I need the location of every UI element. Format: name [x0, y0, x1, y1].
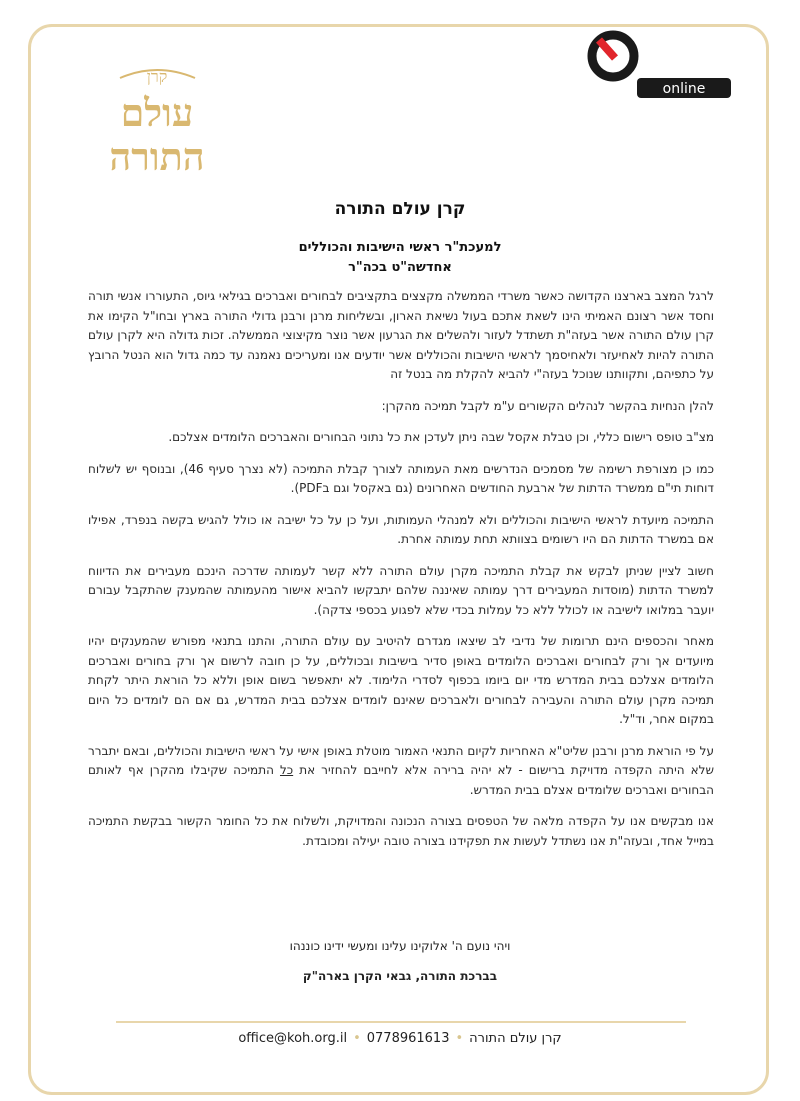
paragraph-nonprofit: חשוב לציין שניתן לבקש את קבלת התמיכה מקרן עולם התורה ללא קשר לעמותה שדרכה הינכם מעבירים את הדיווח למשרד הדתות (מוסדות המעבירים דרך עמותה שאיננה שלהם יתבקשו להביא אישור מהעמותה שהמענק שהתקבל עבורם יועבר במלואו לישיבה או לכולל ללא כל עמלות בכדי שלא לפגוע בכספי צדקה).	[88, 563, 714, 617]
brand-logo	[575, 30, 735, 102]
letter-body	[88, 287, 714, 863]
responsibility-underlined: כל	[279, 763, 294, 777]
salutation-line1: למעכת"ר ראשי הישיבות והכוללים	[298, 240, 502, 255]
paragraph-intro: לרגל המצב בארצנו הקדושה כאשר משרדי הממשלה מקצצים בתקציבים לבחורים ואברכים בגילאי גיוס, התעוררו אנשי תורה וחסד אשר רצונם האמיתי הינו לשאת אתכם בעול נשיאת הארון, ובשליחות מרנן ורבנן גדולי התורה בארץ ובחו"ל הקימו את קרן עולם התורה אשר בעזה"ת תשתדל לעזור ולהשלים את הגרעון אשר נוצר מקיצוצי הממשלה. זכות גדולה היא לקרן עולם התורה להיות לאחיעזר ולאחיסמך לראשי הישיבות והכוללים אשר יודעים אנו ומעריכים נאמנה עד כמה גדול הוא הנטל הרובץ על כתפיהם, ותקוותנו שנוכל בעזה"י להביא להקלת מה בנטל זה	[88, 289, 714, 381]
paragraph-forms: מצ"ב טופס רישום כללי, וכן טבלת אקסל שבה ניתן לעדכן את כל נתוני הבחורים והאברכים הלומדים אצלכם.	[168, 430, 714, 444]
paragraph-responsibility	[88, 742, 714, 801]
paragraph-request: אנו מבקשים אנו על הקפדה מלאה של הטפסים בצורה הנכונה והמדויקת, ולשלוח את כל החומר הקשור בבקשת התמיכה במייל אחד, ובעזה"ת אנו נשתדל לעשות את תפקידנו בצורה טובה יעילה ומכובדת.	[88, 814, 714, 848]
footer	[90, 1031, 710, 1046]
footer-phone[interactable]: 0778961613	[366, 1031, 450, 1046]
footer-email[interactable]: office@koh.org.il	[238, 1031, 348, 1046]
fund-logo-small: קרן	[146, 67, 168, 86]
closing-blessing: ויהי נועם ה' אלוקינו עלינו ומעשי ידינו כוננהו	[289, 939, 511, 953]
salutation	[90, 238, 710, 278]
paragraph-documents: כמו כן מצורפת רשימה של מסמכים הנדרשים מאת העמותה לצורך קבלת התמיכה (לא נצרך סעיף 46), ובנוסף יש לשלוח דוחות תי"ם ממשרד הדתות של ארבעת החודשים האחרונים (גם באקסל וגם בPDF).	[88, 461, 714, 495]
paragraph-donations: מאחר והכספים הינם תרומות של נדיבי לב שיצאו מגדרם להיטיב עם עולם התורה, והתנו בתנאי מפורש שהמענקים יהיו מיועדים אך ורק לבחורים ואברכים הלומדים באופן סדיר בישיבות ובכוללים, על כן חובה לרשום אך ורק בחורים ואברכים הלומדים אצלכם בבית המדרש מדי יום ביומו בכפוף לסדרי הלימוד. לא יתאפשר בשום אופן וללא כל הוראת היתר לקחת תמיכה מקרן עולם התורה והעבירה לבחורים ולאברכים שאינם לומדים אצלכם בבית המדרש, גם אם הם לומדים כל היום במקום אחר, וד"ל.	[88, 634, 714, 726]
responsibility-text-2: התמיכה שקיבלו מהקרן אף לאותם הבחורים ואברכים שלומדים אצלם בבית המדרש.	[88, 763, 714, 797]
brand-logo-sub: online	[662, 81, 706, 97]
brand-logo-mark	[592, 35, 634, 77]
footer-separator: •	[455, 1031, 464, 1046]
paragraph-eligibility: התמיכה מיועדת לראשי הישיבות והכוללים ולא למנהלי העמותות, ועל כן על כל ישיבה או כולל להגיש בקשה בנפרד, אפילו אם במשרד הדתות הם היו רשומים בצוותא תחת עמותה אחרת.	[88, 512, 714, 546]
paragraph-guidelines: להלן הנחיות בהקשר לנהלים הקשורים ע"מ לקבל תמיכה מהקרן:	[381, 398, 714, 413]
signature: בברכת התורה, גבאי הקרן בארה"ק	[302, 969, 498, 983]
fund-logo	[100, 60, 215, 185]
salutation-line2: אחדשה"ט בכה"ר	[348, 260, 452, 275]
closing	[90, 936, 710, 986]
responsibility-text-1: על פי הוראת מרנן ורבנן שליט"א האחריות לקיום התנאי האמור מוטלת באופן אישי על ראשי הישיבות והכוללים, ובאם יתברר שלא היתה הקפדה מדויקת ברישום - לא יהיה ברירה אלא לחייבם להחזיר את	[88, 743, 715, 777]
footer-separator: •	[353, 1031, 361, 1046]
fund-logo-line1: עולם	[120, 90, 194, 135]
footer-divider	[116, 1021, 686, 1023]
fund-logo-line2: התורה	[109, 134, 205, 179]
footer-fund-name: קרן עולם התורה	[469, 1031, 562, 1046]
document-title: קרן עולם התורה	[334, 199, 466, 219]
